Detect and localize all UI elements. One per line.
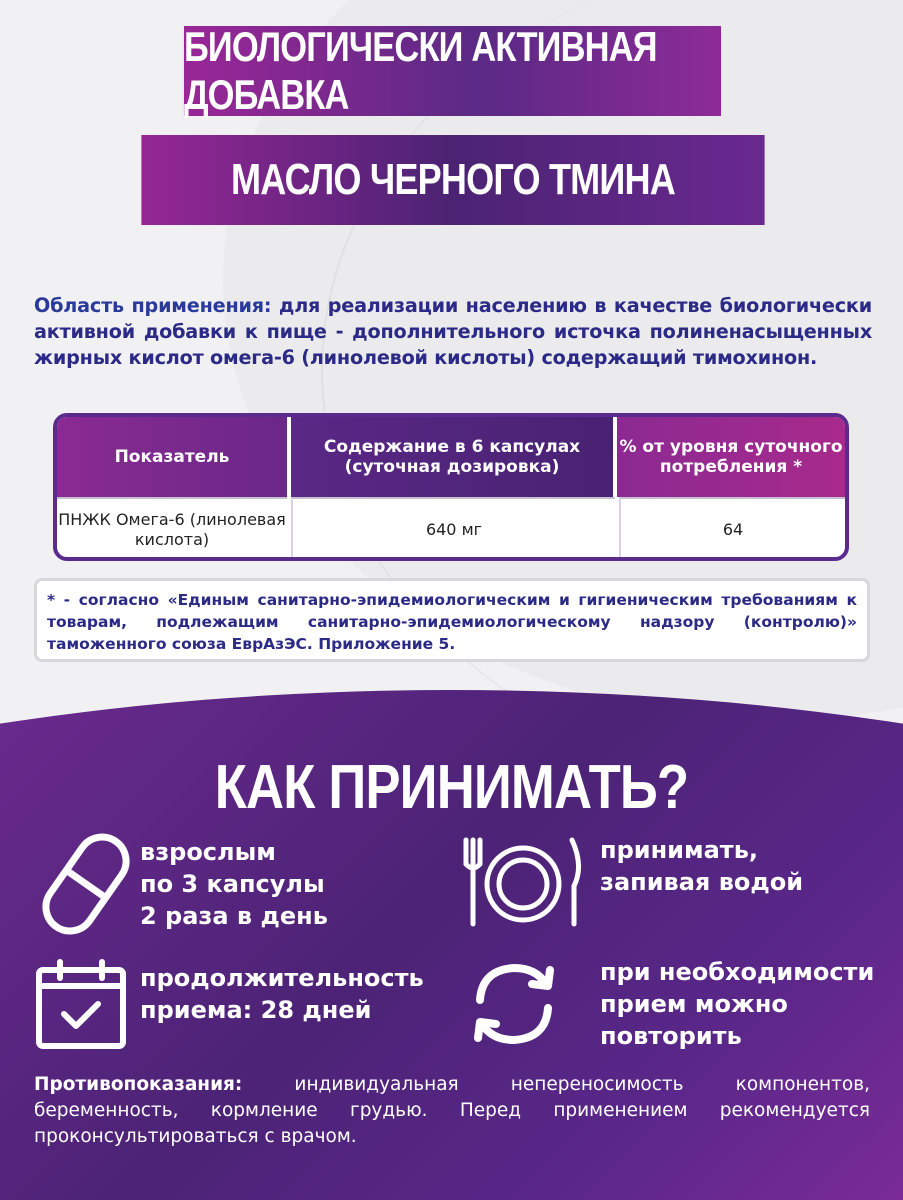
- item-water-line: запивая водой: [600, 868, 804, 896]
- usage-paragraph: [34, 293, 872, 371]
- item-water-line: принимать,: [600, 836, 758, 864]
- contra-text: индивидуальная непереносимость компонентов, беременность, кормление грудью. Перед применением рекомендуется проконсультироваться с врачом.: [34, 1074, 870, 1147]
- item-repeat-line: прием можно: [600, 990, 788, 1018]
- item-dosage-line: по 3 капсулы: [140, 870, 325, 898]
- contraindications: [34, 1072, 870, 1150]
- nutrition-table: [53, 413, 849, 561]
- item-dosage-line: взрослым: [140, 838, 276, 866]
- usage-text: для реализации населению в качестве биологически активной добавки к пище - дополнительного источка полиненасыщенных жирных кислот омега-6 (линолевой кислоты) содержащий тимохинон.: [34, 294, 872, 369]
- item-dosage-line: 2 раза в день: [140, 902, 328, 930]
- table-row: [57, 497, 845, 561]
- capsule-icon: [40, 828, 132, 940]
- item-repeat: [600, 956, 874, 1052]
- cell-indicator: ПНЖК Омега-6 (линолевая кислота): [57, 497, 287, 561]
- item-water: [600, 834, 803, 898]
- table-header: [57, 417, 845, 497]
- banner-product-name: [141, 135, 764, 225]
- header-indicator: Показатель: [57, 417, 287, 497]
- cell-percent: 64: [619, 497, 845, 561]
- item-repeat-line: повторить: [600, 1022, 742, 1050]
- header-percent: % от уровня суточного потребления *: [617, 417, 845, 497]
- header-content: Содержание в 6 капсулах (суточная дозировка): [291, 417, 613, 497]
- repeat-arrows-icon: [462, 956, 566, 1052]
- item-duration-line: приема: 28 дней: [140, 996, 372, 1024]
- calendar-check-icon: [34, 958, 128, 1052]
- item-duration-line: продолжительность: [140, 964, 424, 992]
- banner-supplement-text: БИОЛОГИЧЕСКИ АКТИВНАЯ ДОБАВКА: [183, 23, 657, 118]
- how-to-take-title: КАК ПРИНИМАТЬ?: [214, 753, 689, 822]
- item-duration: [140, 962, 424, 1026]
- cell-content: 640 мг: [291, 497, 615, 561]
- usage-label: Область применения:: [34, 294, 272, 317]
- item-dosage: [140, 836, 328, 932]
- cutlery-plate-icon: [460, 836, 586, 928]
- banner-supplement: [183, 23, 721, 118]
- item-repeat-line: при необходимости: [600, 958, 875, 986]
- banner-product-name-text: МАСЛО ЧЕРНОГО ТМИНА: [230, 155, 676, 204]
- contra-label: Противопоказания:: [34, 1074, 243, 1095]
- footnote: * - согласно «Единым санитарно-эпидемиологическим и гигиеническим требованиям к товарам, подлежащим санитарно-эпидемиологическому надзору (контролю)» таможенного союза ЕврАзЭС. Приложение 5.: [34, 578, 870, 662]
